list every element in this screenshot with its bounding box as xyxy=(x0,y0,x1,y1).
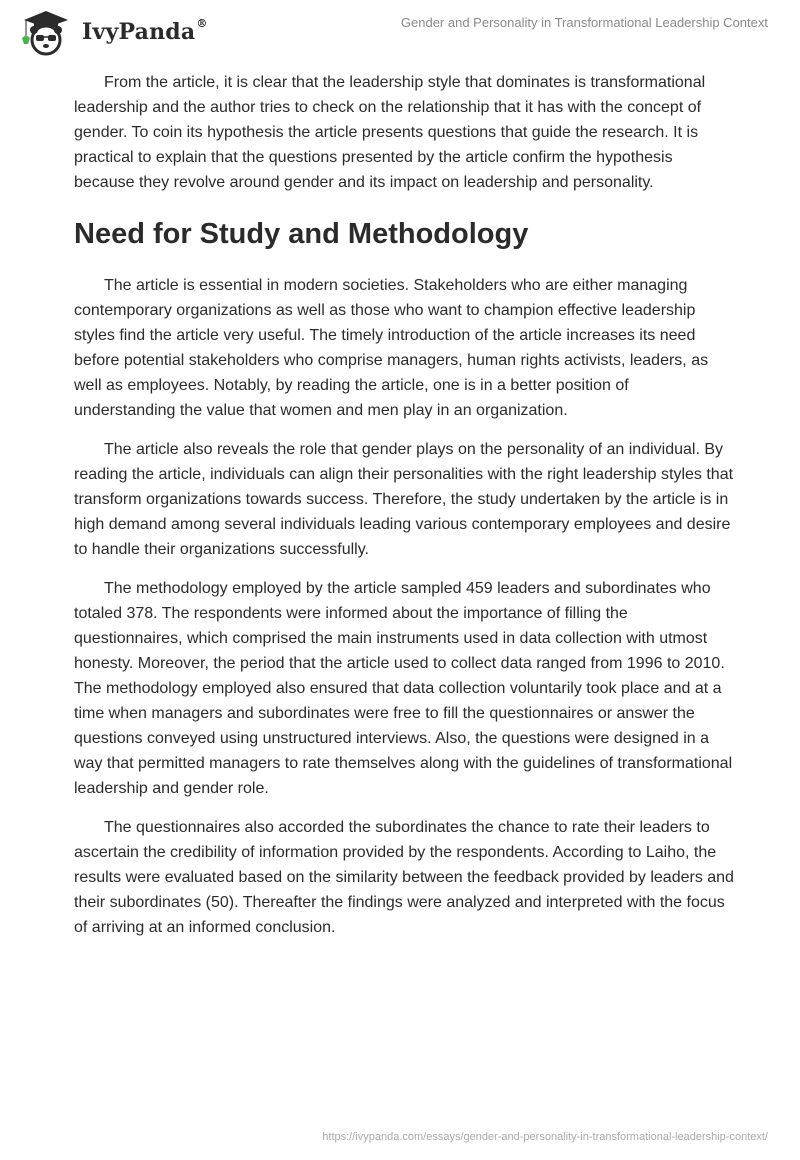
paragraph: The article also reveals the role that gender plays on the personality of an individual. By reading the article, individuals can align their personalities with the right leadership styles that transform organizations towards success. Therefore, the study undertaken by the article is in high demand among several individuals leading various contemporary employees and desire to handle their organizations successfully. xyxy=(74,441,734,558)
article-body xyxy=(74,70,734,954)
brand-name: IvyPanda® xyxy=(82,17,208,45)
section-heading: Need for Study and Methodology xyxy=(74,218,529,250)
paragraph: The questionnaires also accorded the subordinates the chance to rate their leaders to ascertain the credibility of information provided by the respondents. According to Laiho, the results were evaluated based on the similarity between the feedback provided by leaders and their subordinates (50). Thereafter the findings were analyzed and interpreted with the focus of arriving at an informed conclusion. xyxy=(74,819,734,936)
panda-graduate-icon xyxy=(18,8,74,56)
intro-paragraph: From the article, it is clear that the leadership style that dominates is transformational leadership and the author tries to check on the relationship that it has with the concept of gender. To coin its hypothesis the article presents questions that guide the research. It is practical to explain that the questions presented by the article confirm the hypothesis because they revolve around gender and its impact on leadership and personality. xyxy=(74,74,706,191)
paragraph: The article is essential in modern societies. Stakeholders who are either managing contemporary organizations as well as those who want to champion effective leadership styles find the article very useful. The timely introduction of the article increases its need before potential stakeholders who comprise managers, human rights activists, leaders, as well as employees. Notably, by reading the article, one is in a better position of understanding the value that women and men play in an organization. xyxy=(74,277,709,419)
source-url[interactable]: https://ivypanda.com/essays/gender-and-personality-in-transformational-leadership-context/ xyxy=(322,1131,768,1143)
page-header xyxy=(0,0,800,60)
ivypanda-logo[interactable] xyxy=(18,8,208,56)
document-title: Gender and Personality in Transformational Leadership Context xyxy=(400,15,768,30)
paragraph: The methodology employed by the article sampled 459 leaders and subordinates who totaled 378. The respondents were informed about the importance of filling the questionnaires, which comprised the main instruments used in data collection with utmost honesty. Moreover, the period that the article used to collect data ranged from 1996 to 2010. The methodology employed also ensured that data collection voluntarily took place and at a time when managers and subordinates were free to fill the questionnaires or answer the questions conveyed using unstructured interviews. Also, the questions were designed in a way that permitted managers to rate themselves along with the guidelines of transformational leadership and gender role. xyxy=(74,580,733,797)
